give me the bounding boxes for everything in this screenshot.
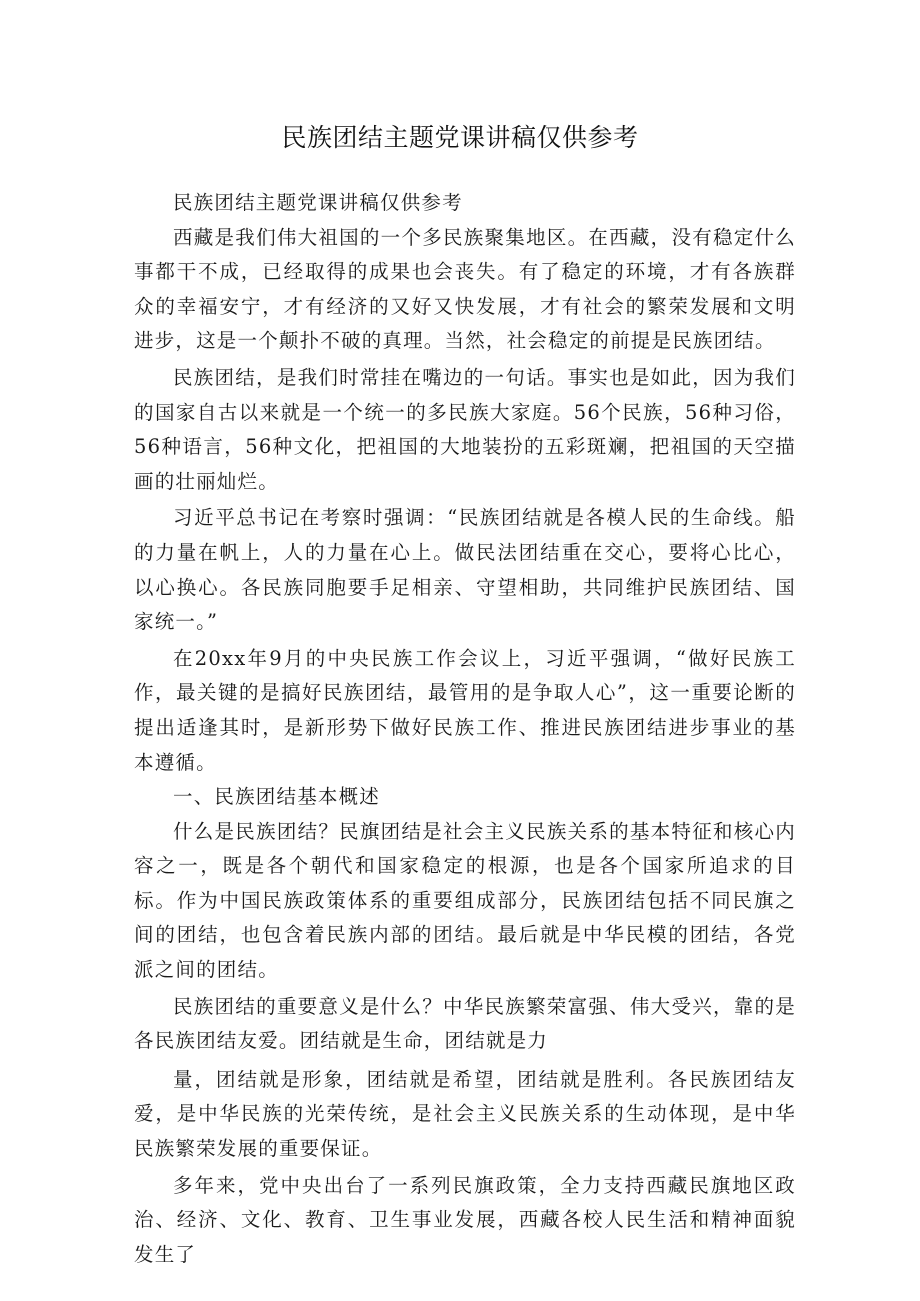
body-paragraph: 在20xx年9月的中央民族工作会议上，习近平强调，“做好民族工作，最关键的是搞好民族团结，最管用的是争取人心”，这一重要论断的提出适逢其时，是新形势下做好民族工作、推进民族团结进步事业的基本遵循。 bbox=[134, 646, 796, 774]
body-paragraph: 西藏是我们伟大祖国的一个多民族聚集地区。在西藏，没有稳定什么事都干不成，已经取得的成果也会丧失。有了稳定的环境，才有各族群众的幸福安宁，才有经济的又好又快发展，才有社会的繁荣发展和文明进步，这是一个颠扑不破的真理。当然，社会稳定的前提是民族团结。 bbox=[134, 225, 796, 353]
document-title: 民族团结主题党课讲稿仅供参考 bbox=[281, 123, 639, 152]
body-paragraph: 民族团结的重要意义是什么？中华民族繁荣富强、伟大受兴，靠的是各民族团结友爱。团结就是生命，团结就是力 bbox=[134, 994, 796, 1053]
body-paragraph-subtitle: 民族团结主题党课讲稿仅供参考 bbox=[173, 191, 463, 214]
body-paragraph: 多年来，党中央出台了一系列民旗政策，全力支持西藏民旗地区政治、经济、文化、教育、卫生事业发展，西藏各校人民生活和精神面貌发生了 bbox=[134, 1173, 796, 1266]
body-paragraph: 什么是民族团结？民旗团结是社会主义民族关系的基本特征和核心内容之一，既是各个朝代和国家稳定的根源，也是各个国家所追求的目标。作为中国民族政策体系的重要组成部分，民族团结包括不同民旗之间的团结，也包含着民族内部的团结。最后就是中华民模的团结，各党派之间的团结。 bbox=[134, 819, 796, 982]
section-heading: 一、民族团结基本概述 bbox=[173, 785, 381, 809]
body-paragraph: 习近平总书记在考察时强调：“民族团结就是各模人民的生命线。船的力量在帆上，人的力量在心上。做民法团结重在交心，要将心比心，以心换心。各民族同胞要手足相亲、守望相助，共同维护民族团结、国家统一。” bbox=[134, 506, 796, 634]
body-paragraph: 民族团结，是我们时常挂在嘴边的一句话。事实也是如此，因为我们的国家自古以来就是一个统一的多民族大家庭。56个民族，56种习俗，56种语言，56种文化，把祖国的大地装扮的五彩斑斓，把祖国的天空描画的壮丽灿烂。 bbox=[134, 365, 796, 493]
body-paragraph: 量，团结就是形象，团结就是希望，团结就是胜利。各民族团结友爱，是中华民族的光荣传统，是社会主义民族关系的生动体现，是中华民族繁荣发展的重要保证。 bbox=[134, 1067, 796, 1161]
document-body bbox=[134, 186, 796, 1272]
